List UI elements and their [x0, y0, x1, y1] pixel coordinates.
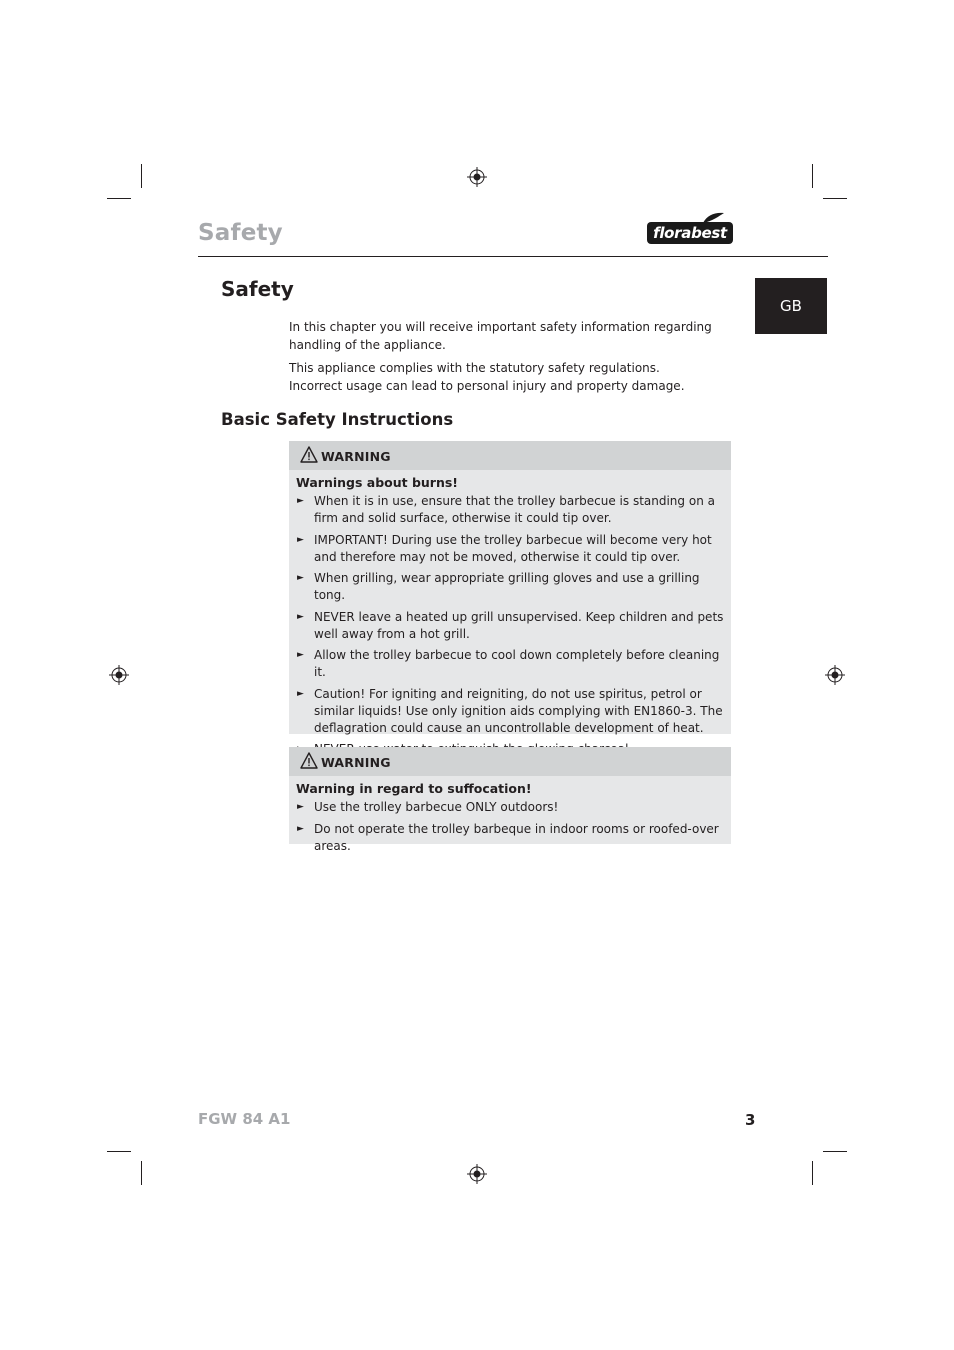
arrow-bullet-icon: ►: [297, 823, 304, 834]
crop-mark: [823, 1151, 847, 1152]
warning-header: [289, 747, 731, 776]
crop-mark: [141, 1161, 142, 1185]
arrow-bullet-icon: ►: [297, 802, 304, 812]
crop-mark: [812, 164, 813, 188]
brand-logo: [647, 212, 733, 246]
crop-mark: [141, 164, 142, 188]
section-title: Safety: [221, 277, 294, 301]
intro-paragraph: [289, 319, 734, 354]
warning-triangle-icon: [300, 446, 318, 463]
list-item-text: IMPORTANT! During use the trolley barbecue will become very hot and therefore may not be moved, otherwise it could tip over.: [314, 532, 712, 564]
list-item-text: Allow the trolley barbecue to cool down completely before cleaning it.: [314, 648, 720, 679]
intro-text: In this chapter you will receive important safety information regarding handling of the appliance.: [289, 320, 712, 352]
list-item-text: NEVER leave a heated up grill unsupervised. Keep children and pets well away from a hot grill.: [314, 609, 724, 641]
arrow-bullet-icon: ►: [297, 688, 304, 699]
warning-triangle-icon: [300, 752, 318, 769]
registration-mark-icon: [109, 665, 129, 685]
header-divider: [198, 256, 828, 257]
crop-mark: [107, 198, 131, 199]
subsection-title: Basic Safety Instructions: [221, 410, 454, 429]
intro-paragraph: [289, 360, 734, 395]
warning-header: [289, 441, 731, 470]
warning-box-burns: [289, 441, 731, 734]
list-item: [296, 799, 725, 816]
warning-list: [289, 799, 731, 863]
list-item: [296, 493, 725, 527]
list-item-text: Do not operate the trolley barbeque in indoor rooms or roofed-over areas.: [314, 821, 719, 853]
list-item-text: When it is in use, ensure that the trolley barbecue is standing on a firm and solid surface, otherwise it could tip over.: [314, 494, 715, 525]
registration-mark-icon: [467, 1164, 487, 1184]
list-item-text: Use the trolley barbecue ONLY outdoors!: [314, 800, 559, 814]
language-tab: GB: [755, 278, 827, 334]
crop-mark: [812, 1161, 813, 1185]
warning-label: WARNING: [321, 755, 391, 770]
list-item-text: Caution! For igniting and reigniting, do not use spiritus, petrol or similar liquids! Use only ignition aids complying with EN1860-3. The deflagration could cause an uncontrollable development of heat.: [314, 686, 723, 735]
running-header-title: Safety: [198, 220, 283, 246]
list-item: [296, 686, 725, 737]
registration-mark-icon: [467, 167, 487, 187]
warning-list: [289, 493, 731, 767]
list-item: [296, 821, 725, 855]
list-item-text: When grilling, wear appropriate grilling gloves and use a grilling tong.: [314, 571, 700, 602]
list-item: [296, 532, 725, 566]
list-item: [296, 647, 725, 681]
intro-text: This appliance complies with the statutory safety regulations.: [289, 361, 660, 375]
registration-mark-icon: [825, 665, 845, 685]
intro-text: Incorrect usage can lead to personal injury and property damage.: [289, 378, 685, 393]
page-number: 3: [745, 1111, 756, 1129]
warning-subtitle: Warning in regard to suffocation!: [296, 781, 532, 796]
warning-box-suffocation: [289, 747, 731, 853]
arrow-bullet-icon: ►: [297, 611, 304, 622]
brand-logo-text: florabest: [647, 222, 733, 244]
crop-mark: [107, 1151, 131, 1152]
arrow-bullet-icon: ►: [297, 650, 304, 660]
crop-mark: [823, 198, 847, 199]
warning-label: WARNING: [321, 449, 391, 464]
warning-subtitle: Warnings about burns!: [296, 475, 459, 490]
list-item: [296, 609, 725, 643]
footer-model-number: FGW 84 A1: [198, 1110, 291, 1128]
list-item: [296, 570, 725, 604]
arrow-bullet-icon: ►: [297, 573, 304, 583]
arrow-bullet-icon: ►: [297, 534, 304, 545]
arrow-bullet-icon: ►: [297, 496, 304, 506]
